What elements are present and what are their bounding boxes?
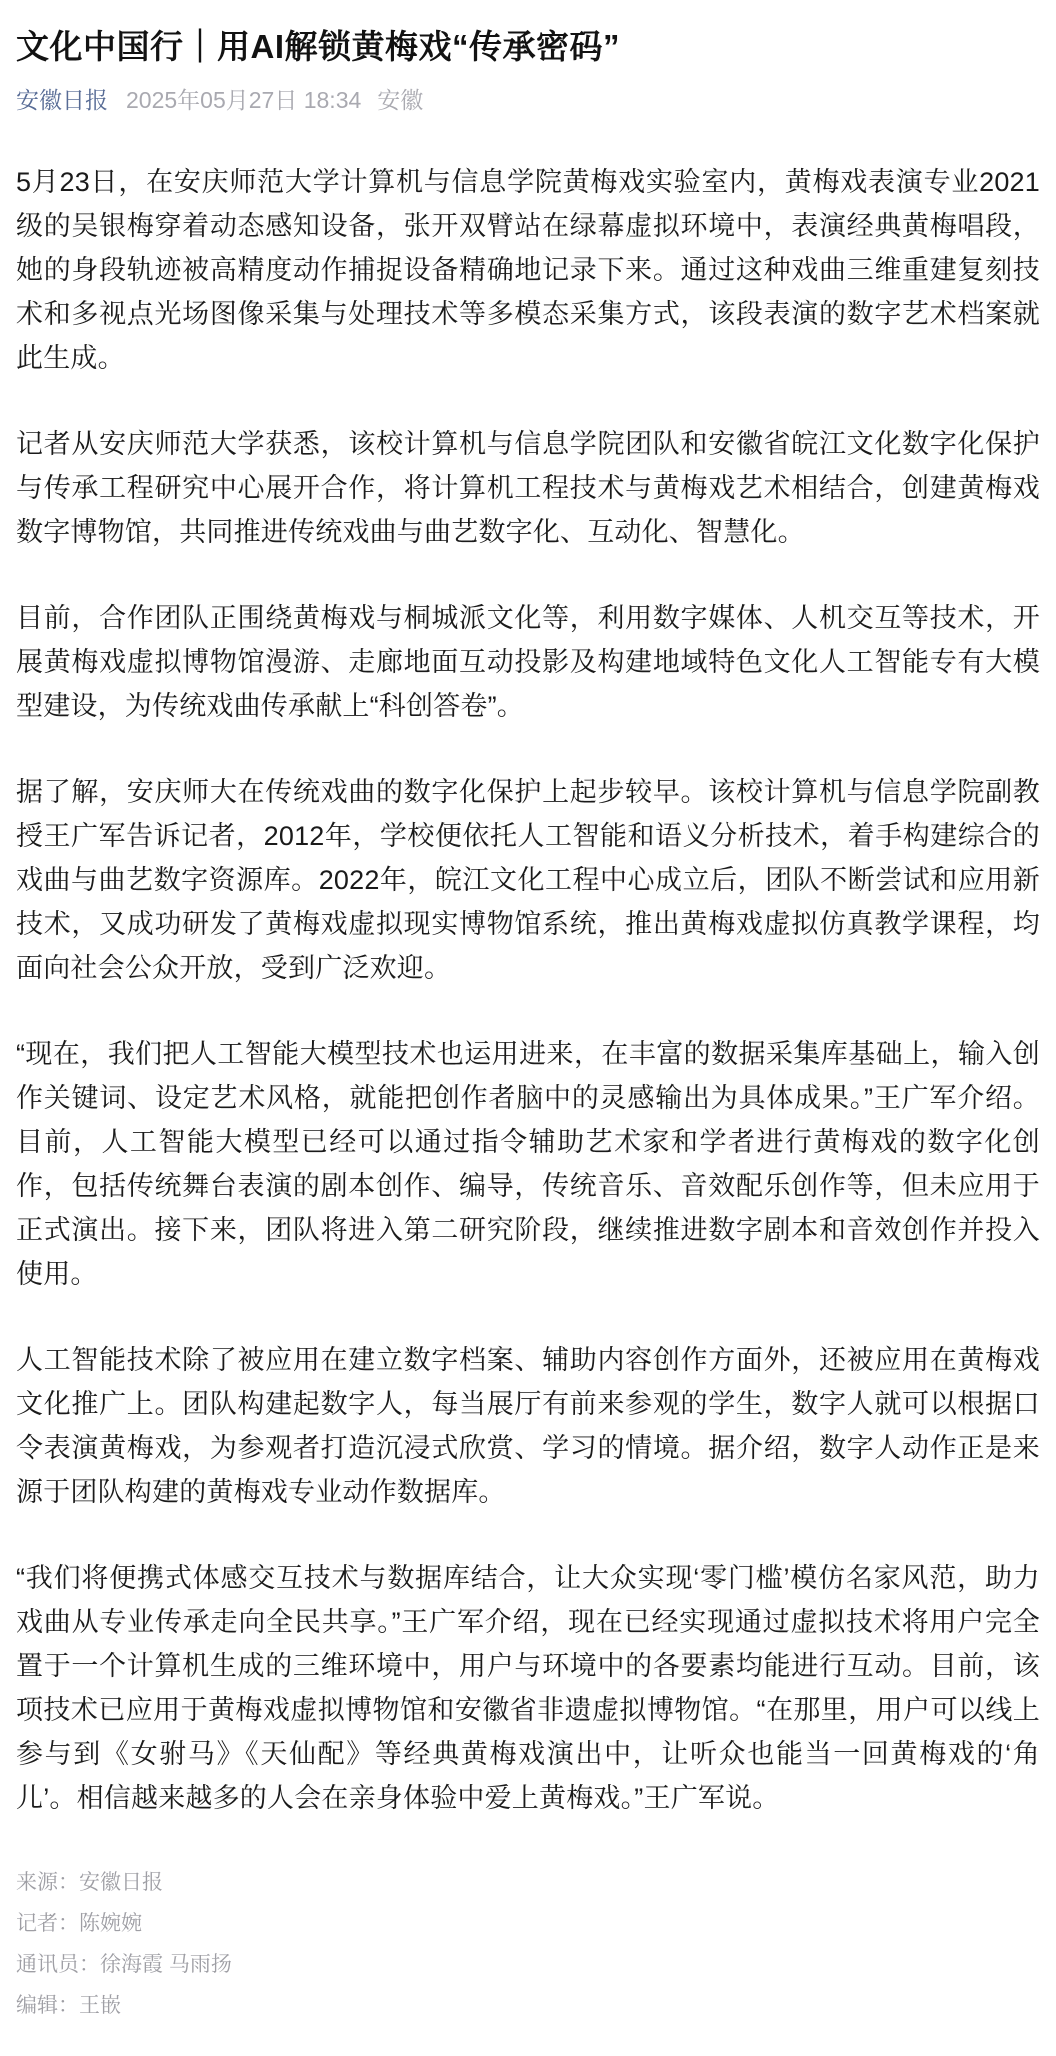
footer-source-line: 来源：安徽日报: [16, 1871, 163, 1895]
page-title: 文化中国行｜用AI解锁黄梅戏“传承密码”: [16, 28, 620, 65]
footer-reporter-line: 记者：陈婉婉: [16, 1912, 142, 1936]
article-paragraph-5: “现在，我们把人工智能大模型技术也运用进来，在丰富的数据采集库基础上，输入创作关键词、设定艺术风格，就能把创作者脑中的灵感输出为具体成果。”王广军介绍。目前，人工智能大模型已经可以通过指令辅助艺术家和学者进行黄梅戏的数字化创作，包括传统舞台表演的剧本创作、编导，传统音乐、音效配乐创作等，但未应用于正式演出。接下来，团队将进入第二研究阶段，继续推进数字剧本和音效创作并投入使用。: [16, 1039, 1040, 1290]
footer-editor-line: 编辑：王嵌: [16, 1994, 121, 2018]
publish-date: 2025年05月27日 18:34: [126, 87, 362, 114]
account-name-link[interactable]: 安徽日报: [16, 87, 108, 114]
article-body: [16, 160, 1040, 1820]
article-paragraph-2: 记者从安庆师范大学获悉，该校计算机与信息学院团队和安徽省皖江文化数字化保护与传承工程研究中心展开合作，将计算机工程技术与黄梅戏艺术相结合，创建黄梅戏数字博物馆，共同推进传统戏曲与曲艺数字化、互动化、智慧化。: [16, 429, 1040, 548]
article-paragraph-1: 5月23日，在安庆师范大学计算机与信息学院黄梅戏实验室内，黄梅戏表演专业2021级的吴银梅穿着动态感知设备，张开双臂站在绿幕虚拟环境中，表演经典黄梅唱段，她的身段轨迹被高精度动作捕捉设备精确地记录下来。通过这种戏曲三维重建复刻技术和多视点光场图像采集与处理技术等多模态采集方式，该段表演的数字艺术档案就此生成。: [16, 167, 1040, 374]
article-paragraph-3: 目前，合作团队正围绕黄梅戏与桐城派文化等，利用数字媒体、人机交互等技术，开展黄梅戏虚拟博物馆漫游、走廊地面互动投影及构建地域特色文化人工智能专有大模型建设，为传统戏曲传承献上“科创答卷”。: [16, 603, 1040, 722]
article-paragraph-7: “我们将便携式体感交互技术与数据库结合，让大众实现‘零门槛’模仿名家风范，助力戏曲从专业传承走向全民共享。”王广军介绍，现在已经实现通过虚拟技术将用户完全置于一个计算机生成的三维环境中，用户与环境中的各要素均能进行互动。目前，该项技术已应用于黄梅戏虚拟博物馆和安徽省非遗虚拟博物馆。“在那里，用户可以线上参与到《女驸马》《天仙配》等经典黄梅戏演出中，让听众也能当一回黄梅戏的‘角儿’。相信越来越多的人会在亲身体验中爱上黄梅戏。”王广军说。: [16, 1563, 1040, 1814]
footer-correspondent-line: 通讯员：徐海霞 马雨扬: [16, 1953, 232, 1977]
article-meta: [16, 84, 1040, 116]
article-footer: [16, 1862, 1040, 2026]
article-paragraph-6: 人工智能技术除了被应用在建立数字档案、辅助内容创作方面外，还被应用在黄梅戏文化推广上。团队构建起数字人，每当展厅有前来参观的学生，数字人就可以根据口令表演黄梅戏，为参观者打造沉浸式欣赏、学习的情境。据介绍，数字人动作正是来源于团队构建的黄梅戏专业动作数据库。: [16, 1345, 1040, 1508]
article-paragraph-4: 据了解，安庆师大在传统戏曲的数字化保护上起步较早。该校计算机与信息学院副教授王广军告诉记者，2012年，学校便依托人工智能和语义分析技术，着手构建综合的戏曲与曲艺数字资源库。2022年，皖江文化工程中心成立后，团队不断尝试和应用新技术，又成功研发了黄梅戏虚拟现实博物馆系统，推出黄梅戏虚拟仿真教学课程，均面向社会公众开放，受到广泛欢迎。: [16, 777, 1040, 984]
publish-location: 安徽: [377, 87, 424, 114]
